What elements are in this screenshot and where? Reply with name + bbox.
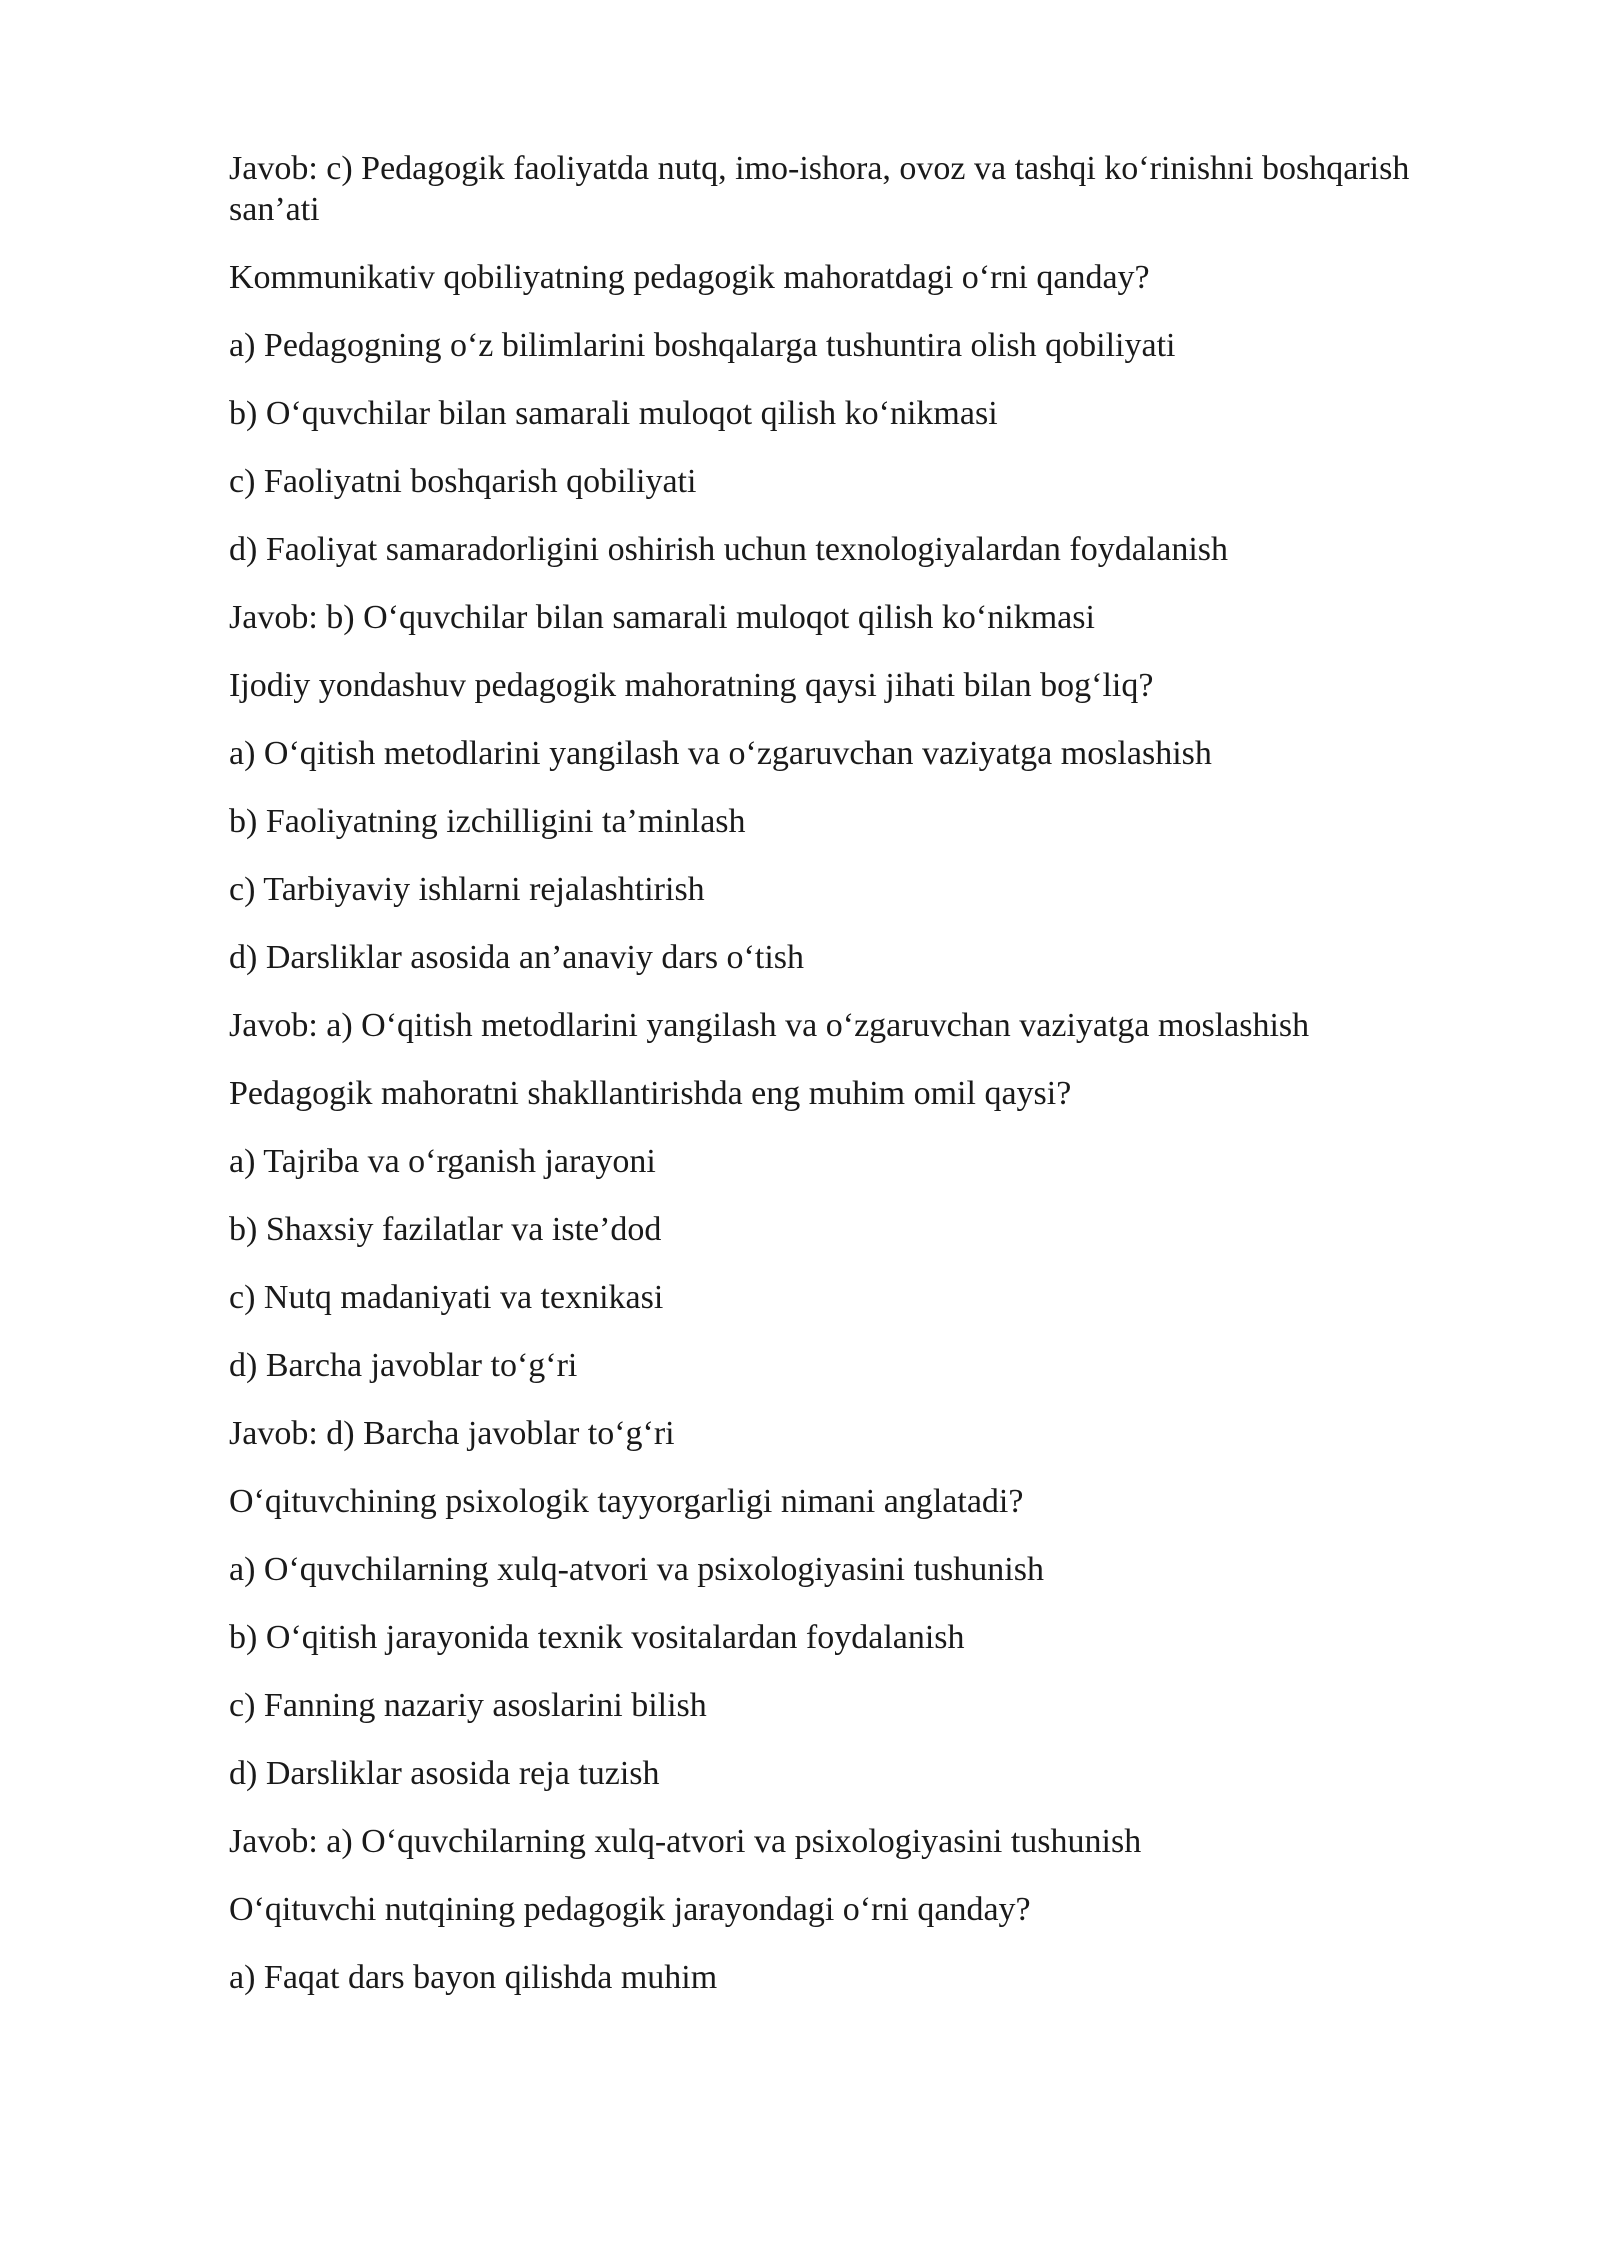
option-line: a) O‘quvchilarning xulq-atvori va psixologiyasini tushunish	[229, 1551, 1044, 1588]
option-line: d) Darsliklar asosida an’anaviy dars o‘tish	[229, 939, 804, 976]
answer-line: Javob: a) O‘quvchilarning xulq-atvori va psixologiyasini tushunish	[229, 1823, 1142, 1860]
option-line: d) Faoliyat samaradorligini oshirish uchun texnologiyalardan foydalanish	[229, 531, 1228, 568]
option-line: b) Shaxsiy fazilatlar va iste’dod	[229, 1211, 662, 1248]
question-line: Kommunikativ qobiliyatning pedagogik mahoratdagi o‘rni qanday?	[229, 259, 1150, 296]
option-line: b) Faoliyatning izchilligini ta’minlash	[229, 803, 746, 840]
question-line: O‘qituvchining psixologik tayyorgarligi nimani anglatadi?	[229, 1483, 1024, 1520]
document-page	[229, 148, 1449, 2025]
option-line: b) O‘quvchilar bilan samarali muloqot qilish ko‘nikmasi	[229, 395, 998, 432]
answer-line: Javob: d) Barcha javoblar to‘g‘ri	[229, 1415, 675, 1452]
option-line: a) O‘qitish metodlarini yangilash va o‘zgaruvchan vaziyatga moslashish	[229, 735, 1212, 772]
option-line: d) Barcha javoblar to‘g‘ri	[229, 1347, 578, 1384]
option-line: b) O‘qitish jarayonida texnik vositalardan foydalanish	[229, 1619, 965, 1656]
answer-line: Javob: b) O‘quvchilar bilan samarali muloqot qilish ko‘nikmasi	[229, 599, 1095, 636]
option-line: a) Pedagogning o‘z bilimlarini boshqalarga tushuntira olish qobiliyati	[229, 327, 1176, 364]
option-line: a) Tajriba va o‘rganish jarayoni	[229, 1143, 656, 1180]
option-line: c) Tarbiyaviy ishlarni rejalashtirish	[229, 871, 705, 908]
answer-line: Javob: c) Pedagogik faoliyatda nutq, imo-ishora, ovoz va tashqi ko‘rinishni boshqarish san’ati	[229, 150, 1410, 228]
option-line: c) Fanning nazariy asoslarini bilish	[229, 1687, 707, 1724]
option-line: a) Faqat dars bayon qilishda muhim	[229, 1959, 718, 1996]
answer-line: Javob: a) O‘qitish metodlarini yangilash va o‘zgaruvchan vaziyatga moslashish	[229, 1007, 1310, 1044]
option-line: d) Darsliklar asosida reja tuzish	[229, 1755, 660, 1792]
option-line: c) Faoliyatni boshqarish qobiliyati	[229, 463, 697, 500]
option-line: c) Nutq madaniyati va texnikasi	[229, 1279, 664, 1316]
question-line: Pedagogik mahoratni shakllantirishda eng muhim omil qaysi?	[229, 1075, 1072, 1112]
question-line: O‘qituvchi nutqining pedagogik jarayondagi o‘rni qanday?	[229, 1891, 1031, 1928]
question-line: Ijodiy yondashuv pedagogik mahoratning qaysi jihati bilan bog‘liq?	[229, 667, 1154, 704]
